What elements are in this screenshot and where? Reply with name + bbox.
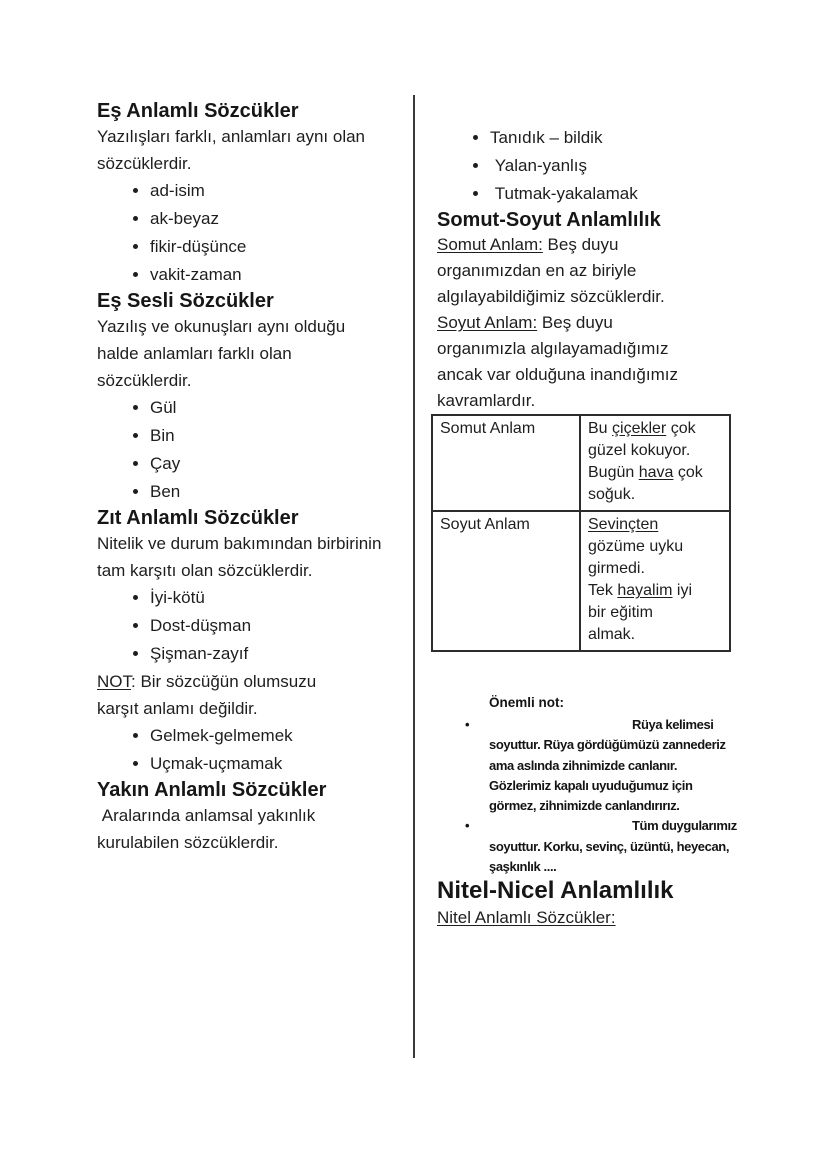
heading-es-anlamli: Eş Anlamlı Sözcükler <box>97 100 299 122</box>
note-item-text: Tüm duygularımız soyuttur. Korku, sevinç, üzüntü, heyecan, şaşkınlık .... <box>489 818 737 875</box>
note-item <box>465 715 729 816</box>
somut-soyut-table <box>431 414 731 652</box>
table-cell-soyut-label: Soyut Anlam <box>432 511 580 651</box>
table-cell-somut-examples: Bu çiçekler çok güzel kokuyor. Bugün hava çok soğuk. <box>580 415 730 511</box>
list-item: • İyi-kötü <box>150 584 385 612</box>
list-zit-anlamli <box>97 584 385 668</box>
list-item: • ad-isim <box>150 177 385 205</box>
bullet-icon: • <box>465 717 470 732</box>
right-column <box>437 124 737 931</box>
list-item: • ak-beyaz <box>150 205 385 233</box>
important-note-heading: Önemli not: <box>489 695 564 710</box>
list-item: • Gelmek-gelmemek <box>150 722 385 750</box>
table-row <box>432 415 730 511</box>
heading-zit-anlamli: Zıt Anlamlı Sözcükler <box>97 507 299 529</box>
paragraph-es-sesli: Yazılış ve okunuşları aynı olduğu halde anlamları farklı olan sözcüklerdir. <box>97 317 350 390</box>
list-item: • Uçmak-uçmamak <box>150 750 385 778</box>
list-item: • vakit-zaman <box>150 261 385 289</box>
heading-yakin-anlamli: Yakın Anlamlı Sözcükler <box>97 779 327 801</box>
list-item: • Yalan-yanlış <box>490 152 729 180</box>
note-paragraph: NOT: Bir sözcüğün olumsuzu karşıt anlamı değildir. <box>97 672 317 718</box>
list-item: • Gül <box>150 394 385 422</box>
paragraph-yakin-anlamli: Aralarında anlamsal yakınlık kurulabilen sözcüklerdir. <box>97 806 321 852</box>
paragraph-es-anlamli: Yazılışları farklı, anlamları aynı olan sözcüklerdir. <box>97 127 370 173</box>
list-not-examples <box>97 722 385 778</box>
paragraph-somut-anlam: Somut Anlam: Beş duyu organımızdan en az biriyle algılayabildiğimiz sözcüklerdir. <box>437 235 665 306</box>
list-item: • Çay <box>150 450 385 478</box>
bullet-icon: • <box>465 818 470 834</box>
list-item: • Tutmak-yakalamak <box>490 180 729 208</box>
paragraph-zit-anlamli: Nitelik ve durum bakımından birbirinin tam karşıtı olan sözcüklerdir. <box>97 534 387 580</box>
list-yakin-examples <box>437 124 729 208</box>
list-item: • Bin <box>150 422 385 450</box>
list-item: • Şişman-zayıf <box>150 640 385 668</box>
paragraph-soyut-anlam: Soyut Anlam: Beş duyu organımızla algılayamadığımız ancak var olduğuna inandığımız kavramlardır. <box>437 313 683 410</box>
table-cell-soyut-examples: Sevinçten gözüme uyku girmedi. Tek hayalim iyi bir eğitim almak. <box>580 511 730 651</box>
heading-somut-soyut: Somut-Soyut Anlamlılık <box>437 209 661 231</box>
list-es-sesli <box>97 394 385 506</box>
note-item-text: Rüya kelimesi soyuttur. Rüya gördüğümüzü zannederiz ama aslında zihnimizde canlanır. Gözlerimiz kapalı uyuduğumuz için görmez, zihnimizde canlandırırız. <box>489 717 726 814</box>
table-row <box>432 511 730 651</box>
list-item: • fikir-düşünce <box>150 233 385 261</box>
heading-es-sesli: Eş Sesli Sözcükler <box>97 290 274 312</box>
heading-nitel-nicel: Nitel-Nicel Anlamlılık <box>437 877 674 905</box>
important-note-block <box>465 693 737 877</box>
column-divider-line <box>413 95 415 1058</box>
list-item: • Dost-düşman <box>150 612 385 640</box>
important-note-list <box>465 715 737 877</box>
note-item <box>465 816 737 877</box>
table-cell-somut-label: Somut Anlam <box>432 415 580 511</box>
list-item: • Ben <box>150 478 385 506</box>
subheading-nitel-anlamli: Nitel Anlamlı Sözcükler: <box>437 908 616 928</box>
list-es-anlamli <box>97 177 385 289</box>
list-item: • Tanıdık – bildik <box>490 124 729 152</box>
left-column <box>97 99 385 856</box>
